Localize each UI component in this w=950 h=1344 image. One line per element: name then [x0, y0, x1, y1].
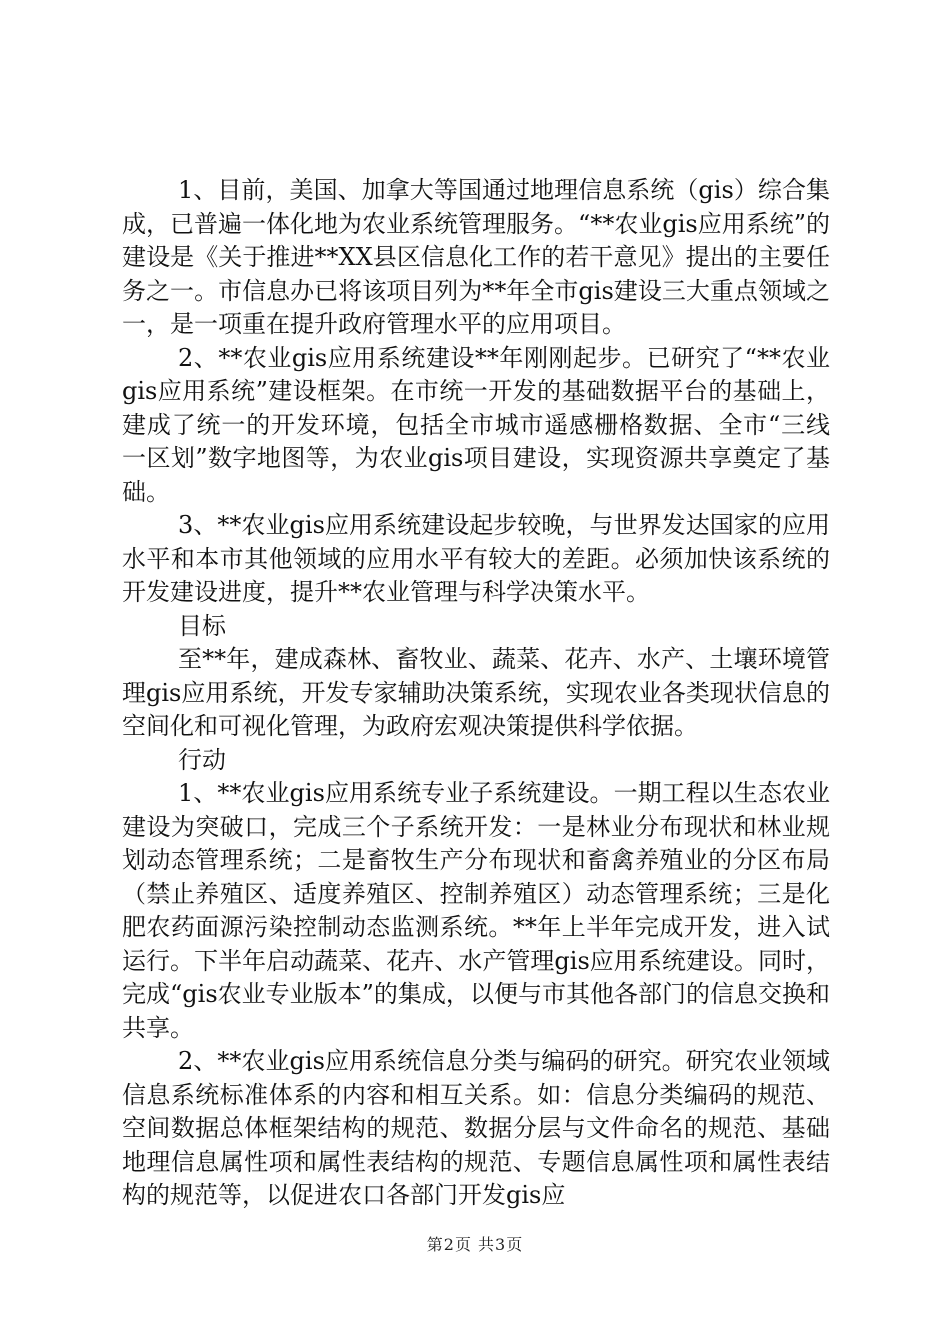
paragraph-3: 3、**农业gis应用系统建设起步较晚，与世界发达国家的应用水平和本市其他领域的应用水平有较大的差距。必须加快该系统的开发建设进度，提升**农业管理与科学决策水平。 — [122, 511, 830, 606]
paragraph-2: 2、**农业gis应用系统建设**年刚刚起步。已研究了“**农业gis应用系统”建设框架。在市统一开发的基础数据平台的基础上，建成了统一的开发环境，包括全市城市遥感栅格数据、全市“三线一区划”数字地图等，为农业gis项目建设，实现资源共享奠定了基础。 — [122, 343, 830, 506]
page-number-footer: 第2页 共3页 — [426, 1235, 524, 1254]
paragraph-action-1: 1、**农业gis应用系统专业子系统建设。一期工程以生态农业建设为突破口，完成三个子系统开发：一是林业分布现状和林业规划动态管理系统；二是畜牧生产分布现状和畜禽养殖业的分区布局（禁止养殖区、适度养殖区、控制养殖区）动态管理系统；三是化肥农药面源污染控制动态监测系统。**年上半年完成开发，进入试运行。下半年启动蔬菜、花卉、水产管理gis应用系统建设。同时，完成“gis农业专业版本”的集成，以便与市其他各部门的信息交换和共享。 — [122, 779, 830, 1042]
paragraph-goal: 至**年，建成森林、畜牧业、蔬菜、花卉、水产、土壤环境管理gis应用系统，开发专家辅助决策系统，实现农业各类现状信息的空间化和可视化管理，为政府宏观决策提供科学依据。 — [122, 645, 830, 740]
section-heading-action: 行动 — [178, 745, 226, 774]
paragraph-action-2: 2、**农业gis应用系统信息分类与编码的研究。研究农业领域信息系统标准体系的内容和相互关系。如：信息分类编码的规范、空间数据总体框架结构的规范、数据分层与文件命名的规范、基础地理信息属性项和属性表结构的规范、专题信息属性项和属性表结构的规范等，以促进农口各部门开发gis应 — [122, 1047, 830, 1209]
document-body — [122, 174, 830, 1213]
section-heading-goal: 目标 — [178, 611, 226, 640]
paragraph-1: 1、目前，美国、加拿大等国通过地理信息系统（gis）综合集成，已普遍一体化地为农业系统管理服务。“**农业gis应用系统”的建设是《关于推进**XX县区信息化工作的若干意见》提出的主要任务之一。市信息办已将该项目列为**年全市gis建设三大重点领域之一，是一项重在提升政府管理水平的应用项目。 — [122, 176, 830, 338]
